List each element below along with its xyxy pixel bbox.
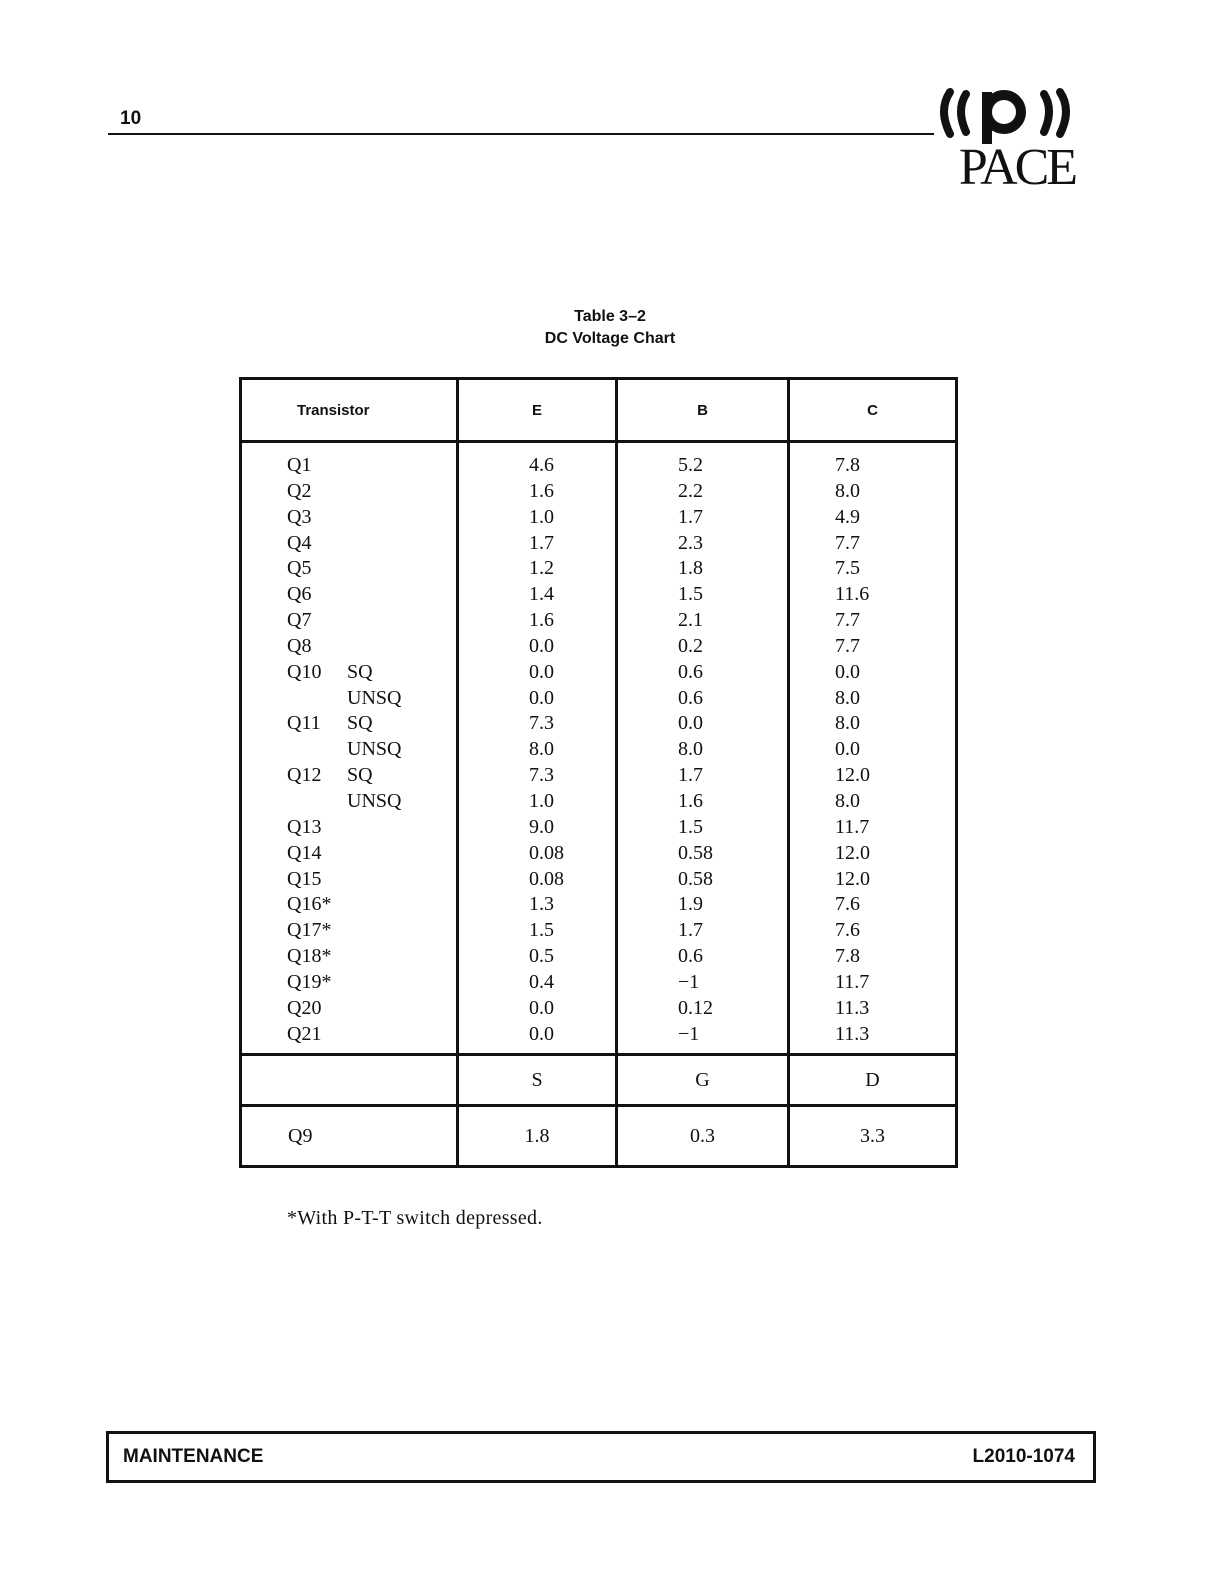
transistor-mode — [347, 996, 427, 1022]
c-value: 8.0 — [835, 789, 860, 812]
b-value: 1.7 — [678, 505, 703, 528]
e-value: 7.3 — [529, 764, 554, 787]
b-value: 0.12 — [678, 996, 713, 1019]
fet-d-value: 3.3 — [789, 1106, 957, 1167]
transistor-mode: UNSQ — [347, 738, 402, 761]
transistor-name — [287, 789, 347, 815]
transistor-label — [287, 479, 456, 505]
e-value: 0.0 — [529, 996, 554, 1019]
e-value: 1.0 — [529, 789, 554, 812]
transistor-label — [287, 763, 456, 789]
transistor-name: Q16* — [287, 893, 332, 916]
c-values — [790, 453, 955, 1047]
b-value: 2.2 — [678, 479, 703, 502]
transistor-name: Q13 — [287, 815, 322, 838]
fet-g-value: 0.3 — [617, 1106, 789, 1167]
transistor-mode — [347, 505, 427, 531]
transistor-name: Q19* — [287, 970, 332, 993]
e-value: 9.0 — [529, 815, 554, 838]
fet-header-s: S — [458, 1055, 617, 1106]
c-value: 11.6 — [835, 583, 870, 606]
c-value: 7.8 — [835, 454, 860, 476]
transistor-mode: SQ — [347, 712, 373, 735]
transistor-label — [287, 892, 456, 918]
logo-wordmark: PACE — [958, 139, 1076, 196]
transistor-name: Q17* — [287, 919, 332, 942]
transistor-name: Q3 — [287, 505, 312, 528]
footer-doc-number: L2010-1074 — [972, 1446, 1075, 1467]
c-value: 12.0 — [835, 867, 870, 890]
transistor-mode — [347, 841, 427, 867]
transistor-label — [287, 582, 456, 608]
c-value: 7.8 — [835, 945, 860, 968]
fet-header-blank — [241, 1055, 458, 1106]
b-value: 1.6 — [678, 789, 703, 812]
c-value: 0.0 — [835, 660, 860, 683]
e-value: 8.0 — [529, 738, 554, 761]
b-value: 0.58 — [678, 867, 713, 890]
e-value: 0.0 — [529, 686, 554, 709]
b-column — [617, 442, 789, 1055]
transistor-name: Q4 — [287, 531, 312, 554]
page-footer — [106, 1431, 1096, 1483]
b-value: 0.6 — [678, 660, 703, 683]
transistor-label — [287, 867, 456, 893]
c-value: 11.3 — [835, 1022, 870, 1045]
b-value: 0.58 — [678, 841, 713, 864]
e-value: 4.6 — [529, 454, 554, 476]
transistor-name: Q1 — [287, 454, 312, 476]
transistor-mode: SQ — [347, 660, 373, 683]
transistor-label — [287, 634, 456, 660]
e-column — [458, 442, 617, 1055]
c-value: 11.7 — [835, 970, 870, 993]
column-header-b: B — [617, 379, 789, 442]
transistor-mode — [347, 531, 427, 557]
footer-section: MAINTENANCE — [123, 1446, 264, 1467]
c-value: 8.0 — [835, 479, 860, 502]
column-header-transistor: Transistor — [241, 379, 458, 442]
b-value: −1 — [678, 970, 700, 993]
e-value: 1.6 — [529, 609, 554, 632]
b-value: 0.6 — [678, 686, 703, 709]
e-value: 0.0 — [529, 660, 554, 683]
e-value: 0.08 — [529, 841, 564, 864]
table-caption — [440, 306, 780, 350]
table-body-row — [241, 442, 957, 1055]
e-value: 7.3 — [529, 712, 554, 735]
transistor-name: Q20 — [287, 996, 322, 1019]
e-value: 1.6 — [529, 479, 554, 502]
transistor-name: Q5 — [287, 557, 312, 580]
b-value: 1.8 — [678, 557, 703, 580]
c-value: 0.0 — [835, 738, 860, 761]
c-value: 11.7 — [835, 815, 870, 838]
transistor-label — [287, 970, 456, 996]
transistor-mode: UNSQ — [347, 686, 402, 709]
c-value: 8.0 — [835, 686, 860, 709]
fet-name: Q9 — [241, 1106, 458, 1167]
dc-voltage-table — [239, 377, 958, 1168]
transistor-mode — [347, 453, 427, 479]
transistor-list — [242, 453, 456, 1047]
transistor-name: Q12 — [287, 764, 322, 787]
transistor-mode — [347, 918, 427, 944]
transistor-mode: UNSQ — [347, 789, 402, 812]
transistor-label — [287, 918, 456, 944]
transistor-label — [287, 686, 456, 712]
c-value: 12.0 — [835, 764, 870, 787]
page-number: 10 — [120, 108, 142, 129]
c-value: 7.6 — [835, 893, 860, 916]
transistor-name: Q11 — [287, 712, 321, 735]
transistor-name: Q15 — [287, 867, 322, 890]
e-value: 1.3 — [529, 893, 554, 916]
b-value: 8.0 — [678, 738, 703, 761]
fet-header-g: G — [617, 1055, 789, 1106]
transistor-mode — [347, 479, 427, 505]
e-value: 1.7 — [529, 531, 554, 554]
e-value: 0.0 — [529, 1022, 554, 1045]
b-value: 5.2 — [678, 454, 703, 476]
column-header-e: E — [458, 379, 617, 442]
transistor-name: Q10 — [287, 660, 322, 683]
transistor-label — [287, 789, 456, 815]
transistor-name: Q7 — [287, 609, 312, 632]
transistor-label — [287, 531, 456, 557]
transistor-mode — [347, 944, 427, 970]
b-value: −1 — [678, 1022, 700, 1045]
transistor-mode — [347, 582, 427, 608]
column-header-c: C — [789, 379, 957, 442]
table-header-row — [241, 379, 957, 442]
e-value: 0.5 — [529, 945, 554, 968]
transistor-name: Q8 — [287, 634, 312, 657]
c-value: 7.5 — [835, 557, 860, 580]
e-value: 0.0 — [529, 634, 554, 657]
transistor-mode — [347, 892, 427, 918]
b-value: 1.9 — [678, 893, 703, 916]
transistor-label — [287, 711, 456, 737]
c-value: 12.0 — [835, 841, 870, 864]
e-value: 1.2 — [529, 557, 554, 580]
b-value: 1.5 — [678, 583, 703, 606]
transistor-mode — [347, 556, 427, 582]
transistor-label — [287, 453, 456, 479]
header-rule — [108, 133, 934, 135]
transistor-label — [287, 841, 456, 867]
transistor-label — [287, 1022, 456, 1048]
transistor-name: Q6 — [287, 583, 312, 606]
transistor-name: Q2 — [287, 479, 312, 502]
transistor-mode — [347, 608, 427, 634]
transistor-name — [287, 686, 347, 712]
c-value: 7.7 — [835, 531, 860, 554]
transistor-label — [287, 815, 456, 841]
b-values — [618, 453, 787, 1047]
fet-header-d: D — [789, 1055, 957, 1106]
transistor-label — [287, 608, 456, 634]
transistor-column — [241, 442, 458, 1055]
b-value: 2.1 — [678, 609, 703, 632]
b-value: 0.6 — [678, 945, 703, 968]
transistor-name: Q14 — [287, 841, 322, 864]
transistor-mode — [347, 1022, 427, 1048]
transistor-label — [287, 944, 456, 970]
transistor-name: Q21 — [287, 1022, 322, 1045]
fet-s-value: 1.8 — [458, 1106, 617, 1167]
b-value: 1.7 — [678, 919, 703, 942]
e-value: 0.4 — [529, 970, 554, 993]
c-value: 7.7 — [835, 634, 860, 657]
e-value: 0.08 — [529, 867, 564, 890]
footnote: *With P-T-T switch depressed. — [287, 1207, 543, 1229]
c-value: 8.0 — [835, 712, 860, 735]
c-value: 7.7 — [835, 609, 860, 632]
b-value: 2.3 — [678, 531, 703, 554]
transistor-label — [287, 660, 456, 686]
table-title: Table 3–2 — [574, 308, 646, 325]
b-value: 1.5 — [678, 815, 703, 838]
fet-row-q9 — [241, 1106, 957, 1167]
c-value: 7.6 — [835, 919, 860, 942]
e-values — [459, 453, 615, 1047]
transistor-mode — [347, 867, 427, 893]
e-value: 1.4 — [529, 583, 554, 606]
c-column — [789, 442, 957, 1055]
transistor-mode: SQ — [347, 764, 373, 787]
b-value: 1.7 — [678, 764, 703, 787]
c-value: 4.9 — [835, 505, 860, 528]
transistor-mode — [347, 634, 427, 660]
e-value: 1.5 — [529, 919, 554, 942]
b-value: 0.2 — [678, 634, 703, 657]
b-value: 0.0 — [678, 712, 703, 735]
transistor-mode — [347, 970, 427, 996]
transistor-label — [287, 737, 456, 763]
transistor-label — [287, 996, 456, 1022]
c-value: 11.3 — [835, 996, 870, 1019]
fet-header-row — [241, 1055, 957, 1106]
transistor-name — [287, 737, 347, 763]
table-subtitle: DC Voltage Chart — [544, 330, 676, 347]
transistor-label — [287, 505, 456, 531]
transistor-mode — [347, 815, 427, 841]
e-value: 1.0 — [529, 505, 554, 528]
transistor-name: Q18* — [287, 945, 332, 968]
transistor-label — [287, 556, 456, 582]
